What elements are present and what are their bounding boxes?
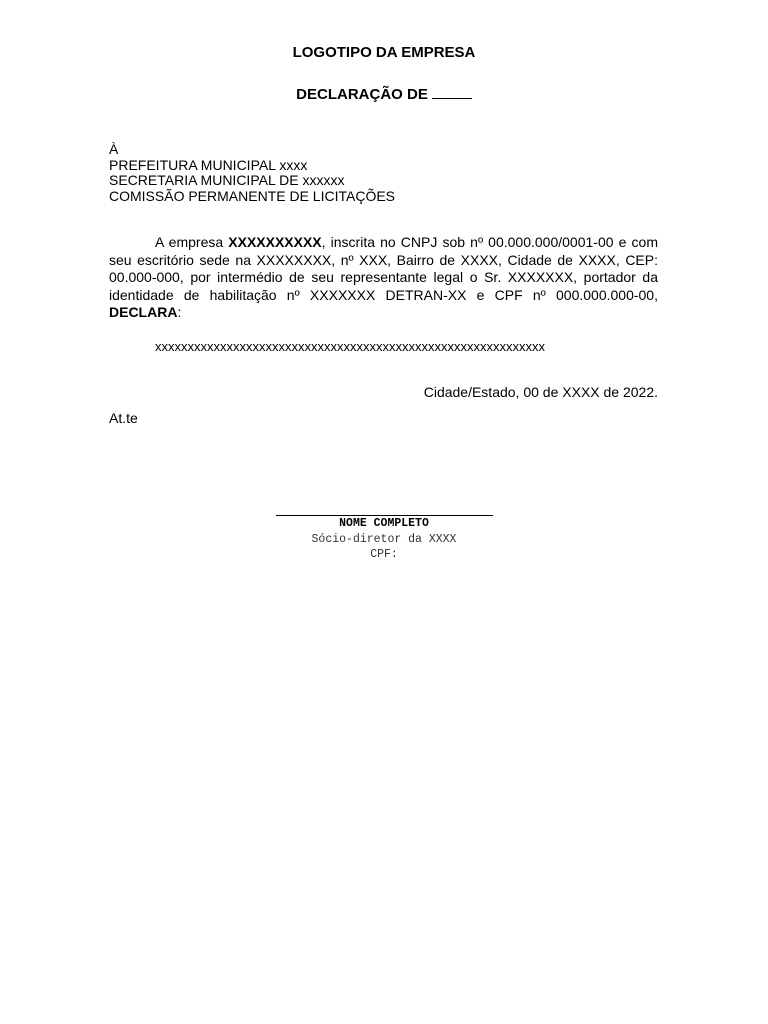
declaration-content: xxxxxxxxxxxxxxxxxxxxxxxxxxxxxxxxxxxxxxxxxxxxxxxxxxxxxxxxxxxx [155,339,545,354]
address-line-3: SECRETARIA MUNICIPAL DE xxxxxx [109,172,345,188]
body-text: , inscrita no CNPJ sob nº 00.000.000/0001-00 e com seu escritório sede na XXXXXXXX, nº XXX, Bairro de XXXX, Cidade de XXXX, CEP: 00.000-000, por intermédio de seu representante legal o Sr. XXXXXXX, portador da identidade de habilitação nº XXXXXXX DETRAN-XX e CPF nº 000.000.000-00, [109,234,658,303]
date-line: Cidade/Estado, 00 de XXXX de 2022. [423,384,658,400]
declara-keyword: DECLARA [109,304,178,320]
address-line-4: COMISSÃO PERMANENTE DE LICITAÇÕES [109,187,396,204]
company-name: XXXXXXXXXX [228,234,322,250]
recipient-address [109,142,395,204]
signature-block [0,503,768,563]
address-line-1: À [109,141,119,157]
signer-cpf: CPF: [370,548,398,561]
signer-role: Sócio-diretor da XXXX [311,532,457,546]
company-logo-placeholder: LOGOTIPO DA EMPRESA [292,44,476,61]
declaration-title-blank [432,85,472,99]
closing-salutation: At.te [109,410,138,426]
body-prefix: A empresa [155,234,229,250]
signature-line [276,503,493,516]
declaration-title [0,85,768,103]
declaration-title-text: DECLARAÇÃO DE [296,86,428,103]
address-line-2: PREFEITURA MUNICIPAL xxxx [109,156,308,173]
body-paragraph [109,234,658,322]
signer-name: NOME COMPLETO [339,517,429,530]
body-colon: : [177,304,182,320]
